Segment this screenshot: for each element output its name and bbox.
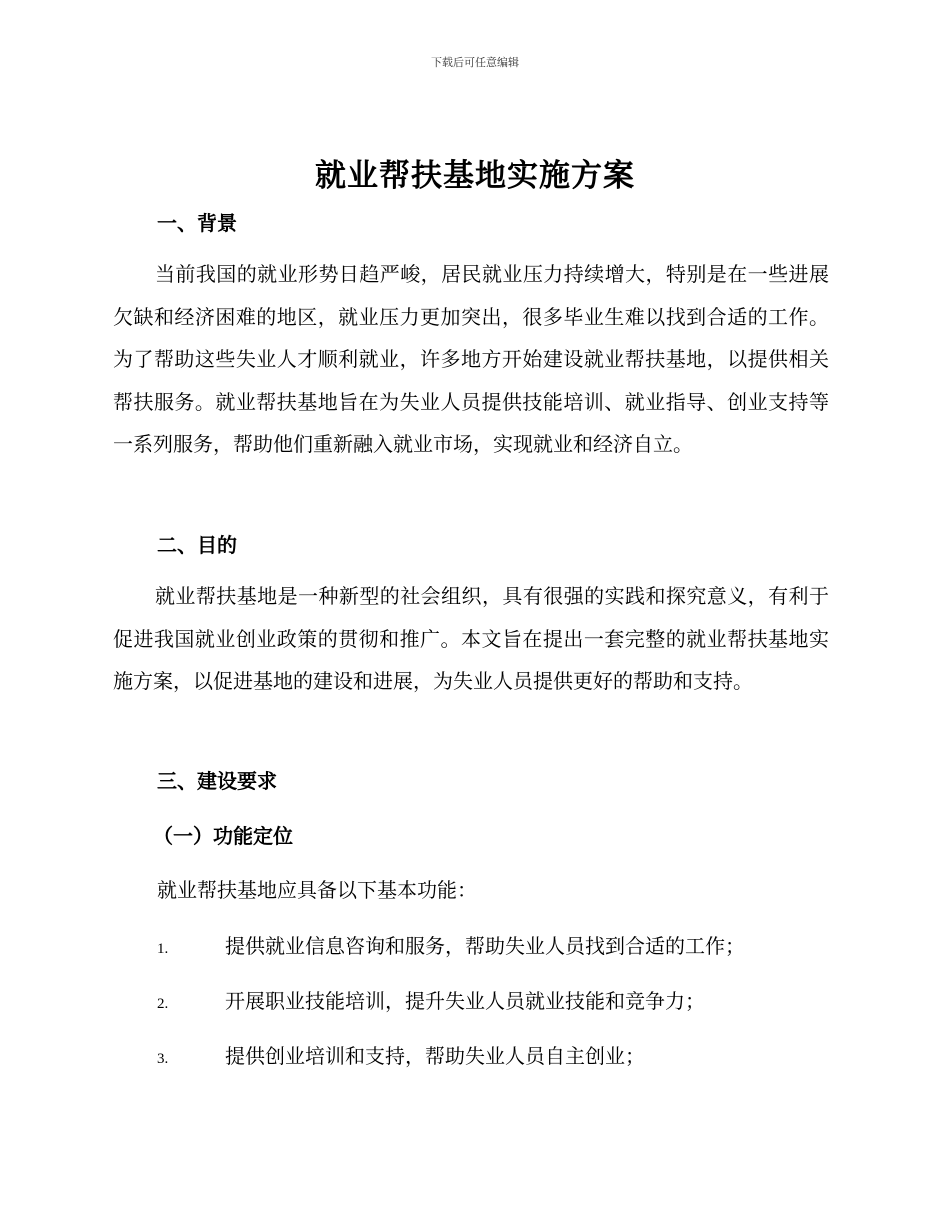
list-item-text: 开展职业技能培训，提升失业人员就业技能和竞争力； <box>225 989 705 1013</box>
list-item-number: 3. <box>157 1051 169 1067</box>
list-item <box>157 985 837 1014</box>
document-title: 就业帮扶基地实施方案 <box>315 158 635 194</box>
list-item-number: 1. <box>157 941 169 957</box>
subsection-heading-function: （一）功能定位 <box>153 824 293 848</box>
list-item-text: 提供创业培训和支持，帮助失业人员自主创业； <box>225 1044 645 1068</box>
list-item <box>157 1040 837 1069</box>
list-item <box>157 930 837 959</box>
section-heading-requirements: 三、建设要求 <box>157 769 277 793</box>
paragraph-purpose: 就业帮扶基地是一种新型的社会组织，具有很强的实践和探究意义，有利于促进我国就业创业政策的贯彻和推广。本文旨在提出一套完整的就业帮扶基地实施方案，以促进基地的建设和进展，为失业人员提供更好的帮助和支持。 <box>113 584 829 693</box>
section-heading-background: 一、背景 <box>157 211 237 235</box>
section-heading-purpose: 二、目的 <box>157 533 237 557</box>
function-intro: 就业帮扶基地应具备以下基本功能： <box>157 878 477 902</box>
paragraph-background: 当前我国的就业形势日趋严峻，居民就业压力持续增大，特别是在一些进展欠缺和经济困难的地区，就业压力更加突出，很多毕业生难以找到合适的工作。为了帮助这些失业人才顺利就业，许多地方开始建设就业帮扶基地，以提供相关帮扶服务。就业帮扶基地旨在为失业人员提供技能培训、就业指导、创业支持等一系列服务，帮助他们重新融入就业市场，实现就业和经济自立。 <box>113 262 829 456</box>
header-note: 下载后可任意编辑 <box>431 56 519 69</box>
list-item-number: 2. <box>157 996 169 1012</box>
list-item-text: 提供就业信息咨询和服务，帮助失业人员找到合适的工作； <box>225 934 745 958</box>
